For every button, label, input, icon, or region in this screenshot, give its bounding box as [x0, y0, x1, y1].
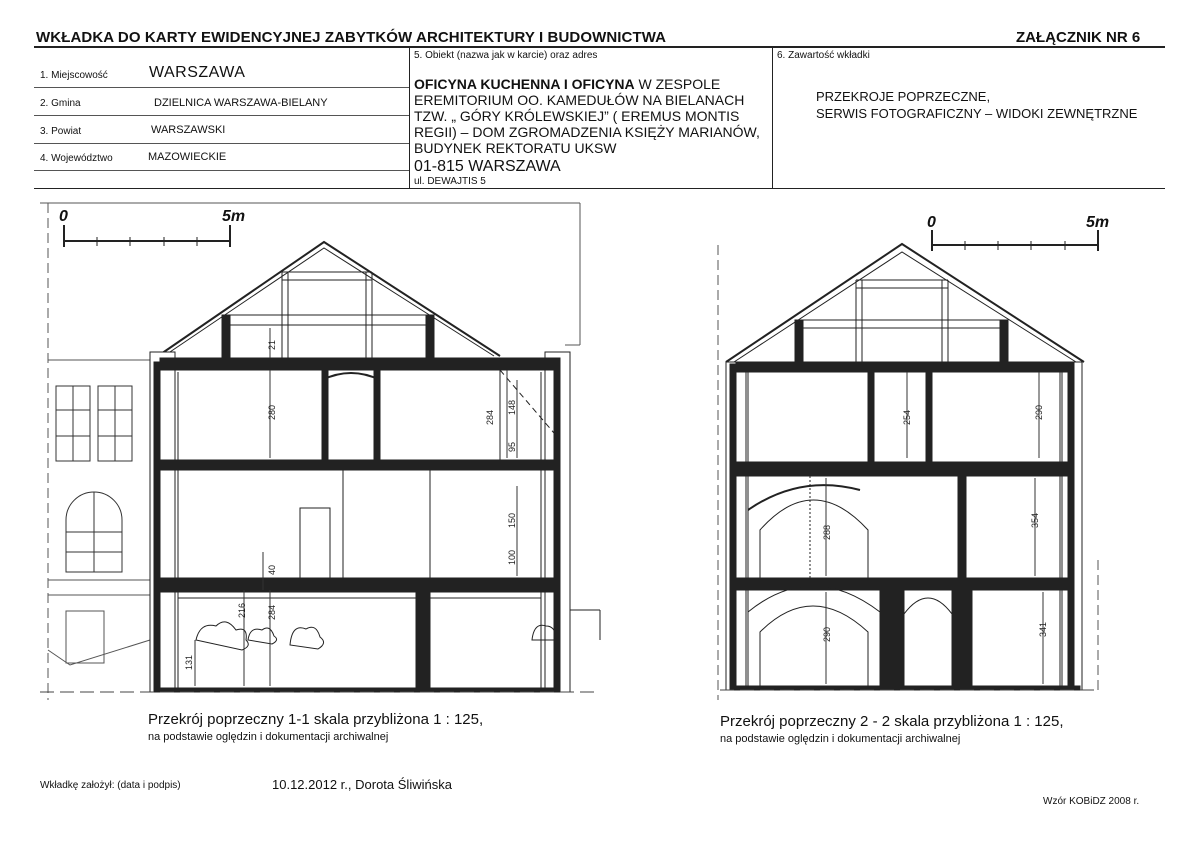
object-label: 5. Obiekt (nazwa jak w karcie) oraz adres: [414, 50, 598, 61]
caption-left: Przekrój poprzeczny 1-1 skala przybliżona 1 : 125,: [148, 711, 484, 728]
adjacent-building-left: [40, 203, 580, 700]
object-name: OFICYNA KUCHENNA I OFICYNA: [414, 76, 635, 92]
dim-right-2: 288: [822, 524, 832, 540]
dim-left-6: 100: [507, 549, 517, 565]
dim-right-3: 354: [1030, 512, 1040, 528]
dim-left-7: 40: [267, 564, 277, 575]
locality-value: WARSZAWA: [149, 64, 246, 81]
commune-label: 2. Gmina: [40, 98, 81, 109]
template-version: Wzór KOBiDZ 2008 r.: [1043, 796, 1140, 807]
dim-right-1: 290: [1034, 404, 1044, 420]
scale-bar-right: [932, 230, 1098, 251]
interior-right: [748, 372, 972, 686]
shrubs-left: [196, 622, 556, 650]
annex-number: ZAŁĄCZNIK NR 6: [1016, 29, 1141, 46]
dim-right-5: 341: [1038, 621, 1048, 637]
contents-label: 6. Zawartość wkładki: [777, 50, 870, 61]
dim-left-2: 284: [485, 409, 495, 425]
dim-left-9: 284: [267, 604, 277, 620]
county-value: WARSZAWSKI: [151, 124, 226, 136]
voivodeship-label: 4. Województwo: [40, 153, 113, 164]
voivodeship-value: MAZOWIECKIE: [148, 151, 227, 163]
object-line1-rest: W ZESPOLE: [634, 76, 721, 92]
county-label: 3. Powiat: [40, 126, 82, 137]
scale-end-left: 5m: [222, 208, 246, 225]
commune-value: DZIELNICA WARSZAWA-BIELANY: [154, 97, 328, 109]
dim-left-10: 131: [184, 654, 194, 670]
dim-right-0: 254: [902, 409, 912, 425]
dim-left-8: 216: [237, 602, 247, 618]
prepared-by-label: Wkładkę założył: (data i podpis): [40, 780, 181, 791]
contents-line2: SERWIS FOTOGRAFICZNY – WIDOKI ZEWNĘTRZNE: [816, 106, 1138, 121]
object-line4: REGII) – DOM ZGROMADZENIA KSIĘŻY MARIANÓW,: [414, 124, 760, 140]
scale-end-right: 5m: [1086, 214, 1110, 231]
dim-left-1: 280: [267, 404, 277, 420]
object-postal: 01-815 WARSZAWA: [414, 158, 561, 175]
scale-zero-left: 0: [59, 208, 68, 225]
adjacent-windows: [56, 386, 132, 572]
object-line2: EREMITORIUM OO. KAMEDUŁÓW NA BIELANACH: [414, 92, 745, 108]
object-line5: BUDYNEK REKTORATU UKSW: [414, 140, 617, 156]
dim-left-5: 150: [507, 512, 517, 528]
dim-right-4: 290: [822, 626, 832, 642]
contents-line1: PRZEKROJE POPRZECZNE,: [816, 89, 991, 104]
locality-label: 1. Miejscowość: [40, 70, 108, 81]
subcaption-left: na podstawie oględzin i dokumentacji archiwalnej: [148, 731, 389, 743]
scale-bar-left: [64, 225, 230, 247]
caption-right: Przekrój poprzeczny 2 - 2 skala przybliżona 1 : 125,: [720, 713, 1064, 730]
roof-right: [726, 244, 1084, 364]
interior-left: [178, 370, 560, 688]
dim-left-3: 148: [507, 399, 517, 415]
object-street: ul. DEWAJTIS 5: [414, 176, 486, 187]
object-line3: TZW. „ GÓRY KRÓLEWSKIEJ” ( EREMUS MONTIS: [414, 108, 740, 124]
form-title: WKŁADKA DO KARTY EWIDENCYJNEJ ZABYTKÓW ARCHITEKTURY I BUDOWNICTWA: [36, 29, 667, 46]
scale-zero-right: 0: [927, 214, 936, 231]
prepared-by-value: 10.12.2012 r., Dorota Śliwińska: [272, 777, 452, 792]
subcaption-right: na podstawie oględzin i dokumentacji archiwalnej: [720, 733, 961, 745]
roof-left: [158, 242, 500, 363]
dim-left-4: 95: [507, 441, 517, 452]
dim-left-0: 21: [267, 339, 277, 350]
